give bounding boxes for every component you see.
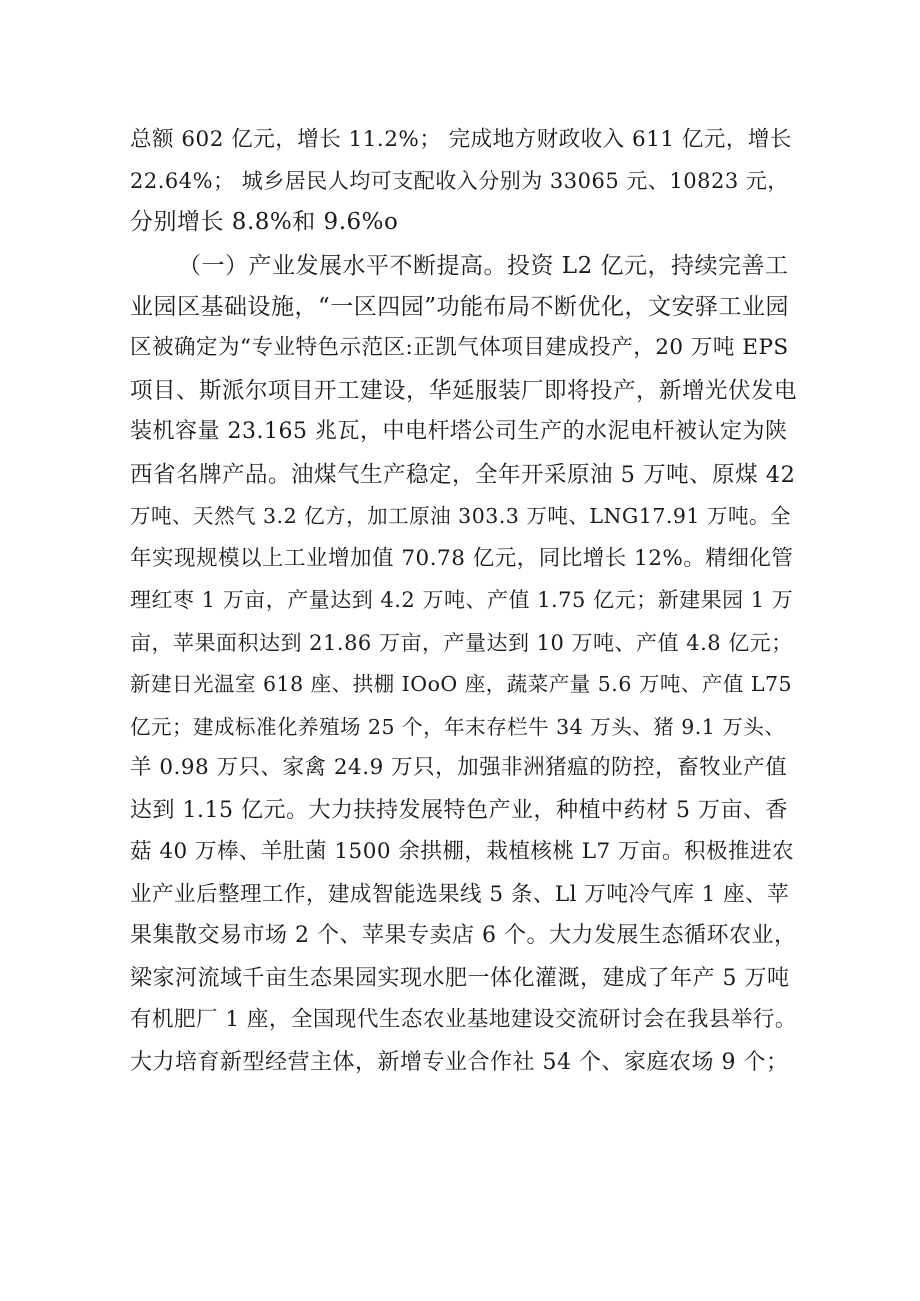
text-line: 达到 1.15 亿元。大力扶持发展特色产业，种植中药材 5 万亩、香 — [130, 798, 788, 823]
text-line: 区被确定为“专业特色示范区:正凯气体项目建成投产，20 万吨 EPS — [130, 335, 789, 360]
text-line: 新建日光温室 618 座、拱棚 IOoO 座，蔬菜产量 5.6 万吨、产值 L75 — [130, 672, 793, 696]
text-line: 业产业后整理工作，建成智能选果线 5 条、Ll 万吨冷气库 1 座、苹 — [130, 882, 790, 907]
text-line: 22.64%； 城乡居民人均可支配收入分别为 33065 元、10823 元， — [130, 169, 789, 193]
text-line: 总额 602 亿元，增长 11.2%； 完成地方财政收入 611 亿元，增长 — [130, 127, 792, 152]
text-line: 分别增长 8.8%和 9.6%o — [130, 209, 399, 235]
text-line: 梁家河流域千亩生态果园实现水肥一体化灌溉，建成了年产 5 万吨 — [130, 966, 790, 991]
text-line: 西省名牌产品。油煤气生产稳定，全年开采原油 5 万吨、原煤 42 — [130, 462, 796, 488]
text-line: 项目、斯派尔项目开工建设，华延服装厂即将投产，新增光伏发电 — [130, 378, 798, 404]
text-line: 装机容量 23.165 兆瓦，中电杆塔公司生产的水泥电杆被认定为陕 — [130, 419, 788, 444]
text-line: 果集散交易市场 2 个、苹果专卖店 6 个。大力发展生态循环农业， — [130, 923, 797, 948]
text-line: 亿元；建成标准化养殖场 25 个，年末存栏牛 34 万头、猪 9.1 万头、 — [130, 715, 786, 739]
text-line: 羊 0.98 万只、家禽 24.9 万只，加强非洲猪瘟的防控，畜牧业产值 — [130, 755, 788, 780]
text-line: 有机肥厂 1 座，全国现代生态农业基地建设交流研讨会在我县举行。 — [130, 1007, 797, 1032]
text-line: 理红枣 1 万亩，产量达到 4.2 万吨、产值 1.75 亿元；新建果园 1 万 — [130, 588, 794, 612]
text-line: 年实现规模以上工业增加值 70.78 亿元，同比增长 12%。精细化管 — [130, 546, 794, 571]
text-line: 菇 40 万棒、羊肚菌 1500 余拱棚，栽植核桃 L7 万亩。积极推进农 — [130, 839, 795, 864]
text-line: 万吨、天然气 3.2 亿方，加工原油 303.3 万吨、LNG17.91 万吨。全 — [130, 504, 791, 528]
text-line: 大力培育新型经营主体，新增专业合作社 54 个、家庭农场 9 个； — [130, 1050, 789, 1075]
section-heading-line: （一）产业发展水平不断提高。投资 L2 亿元，持续完善工 — [178, 253, 789, 279]
text-line: 业园区基础设施，“一区四园”功能布局不断优化，文安驿工业园 — [130, 294, 790, 320]
text-line: 亩，苹果面积达到 21.86 万亩，产量达到 10 万吨、产值 4.8 亿元； — [130, 631, 793, 655]
